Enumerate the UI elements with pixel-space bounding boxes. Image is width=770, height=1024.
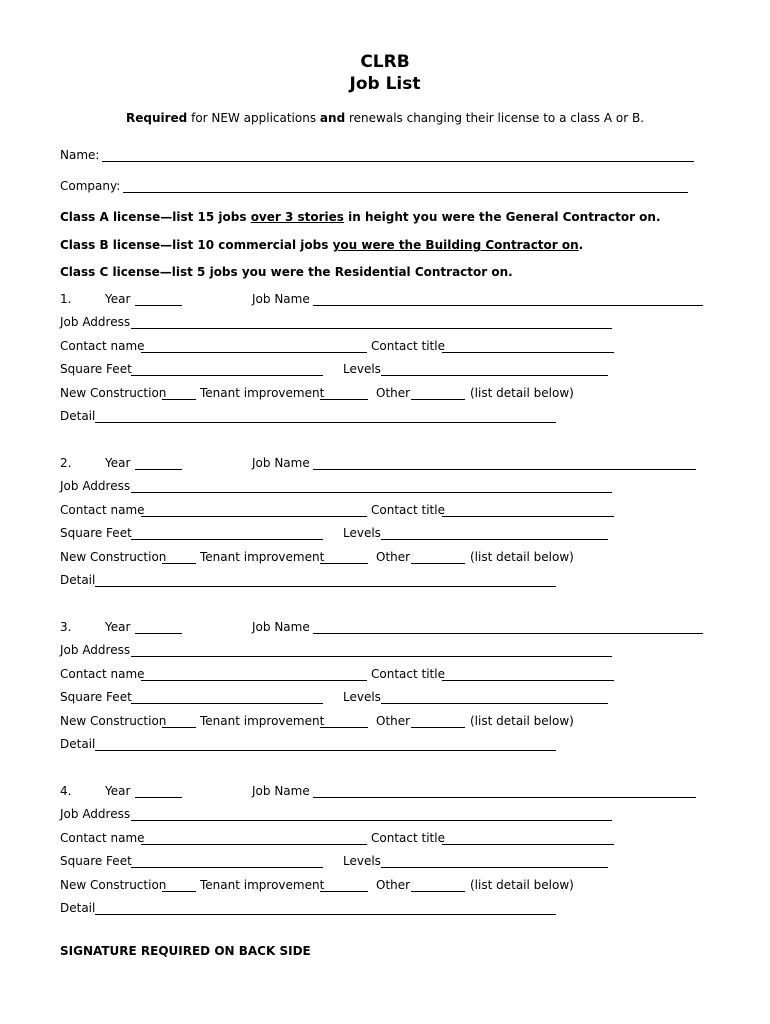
instruction-text (0, 111, 770, 125)
job-address-label: Job Address (60, 807, 131, 821)
class-c-part-1: Class C license—list 5 jobs you were the Residential Contractor on. (60, 265, 513, 279)
job-name-label: Job Name (252, 456, 310, 470)
tenant-improvement-label: Tenant improvement (200, 878, 325, 892)
contact-title-field[interactable] (442, 516, 614, 517)
year-label: Year (105, 620, 131, 634)
form-subtitle: Job List (349, 74, 421, 94)
square-feet-field[interactable] (131, 375, 323, 376)
year-field[interactable] (135, 305, 182, 306)
levels-field[interactable] (381, 867, 608, 868)
contact-name-label: Contact name (60, 503, 145, 517)
class-c-description (60, 265, 513, 279)
detail-label: Detail (60, 573, 96, 587)
tenant-improvement-field[interactable] (320, 563, 368, 564)
contact-name-label: Contact name (60, 339, 145, 353)
instruction-and: and (319, 111, 346, 125)
job-entry-1 (0, 292, 770, 442)
square-feet-field[interactable] (131, 539, 323, 540)
list-detail-note: (list detail below) (470, 550, 574, 564)
other-label: Other (376, 714, 411, 728)
job-address-field[interactable] (131, 820, 612, 821)
contact-title-field[interactable] (442, 844, 614, 845)
job-address-label: Job Address (60, 643, 131, 657)
contact-name-label: Contact name (60, 667, 145, 681)
new-construction-field[interactable] (162, 727, 196, 728)
entry-number: 4. (60, 784, 72, 798)
name-label: Name: (60, 148, 100, 162)
contact-name-field[interactable] (141, 680, 367, 681)
list-detail-note: (list detail below) (470, 386, 574, 400)
new-construction-label: New Construction (60, 714, 167, 728)
entry-number: 3. (60, 620, 72, 634)
square-feet-label: Square Feet (60, 526, 132, 540)
entry-number: 1. (60, 292, 72, 306)
levels-field[interactable] (381, 703, 608, 704)
list-detail-note: (list detail below) (470, 714, 574, 728)
other-field[interactable] (411, 727, 465, 728)
contact-title-label: Contact title (371, 667, 445, 681)
company-label: Company: (60, 179, 121, 193)
job-name-field[interactable] (313, 305, 703, 306)
detail-field[interactable] (95, 914, 556, 915)
job-address-field[interactable] (131, 328, 612, 329)
levels-field[interactable] (381, 539, 608, 540)
job-entry-4 (0, 784, 770, 934)
square-feet-label: Square Feet (60, 362, 132, 376)
list-detail-note: (list detail below) (470, 878, 574, 892)
square-feet-field[interactable] (131, 703, 323, 704)
year-label: Year (105, 456, 131, 470)
job-name-field[interactable] (313, 797, 696, 798)
form-title: CLRB (360, 52, 410, 72)
job-name-label: Job Name (252, 292, 310, 306)
class-a-description (60, 210, 661, 224)
contact-title-field[interactable] (442, 680, 614, 681)
class-b-part-3: . (578, 238, 584, 252)
tenant-improvement-field[interactable] (320, 727, 368, 728)
job-address-label: Job Address (60, 479, 131, 493)
tenant-improvement-label: Tenant improvement (200, 714, 325, 728)
tenant-improvement-field[interactable] (320, 891, 368, 892)
name-field[interactable] (102, 161, 694, 162)
class-a-part-1: Class A license—list 15 jobs (60, 210, 251, 224)
class-a-part-2: over 3 stories (250, 210, 344, 224)
contact-name-field[interactable] (141, 516, 367, 517)
signature-note: SIGNATURE REQUIRED ON BACK SIDE (60, 944, 311, 958)
levels-label: Levels (343, 526, 381, 540)
contact-title-field[interactable] (442, 352, 614, 353)
contact-title-label: Contact title (371, 831, 445, 845)
year-field[interactable] (135, 469, 182, 470)
other-field[interactable] (411, 563, 465, 564)
contact-title-label: Contact title (371, 339, 445, 353)
tenant-improvement-label: Tenant improvement (200, 550, 325, 564)
detail-field[interactable] (95, 750, 556, 751)
contact-title-label: Contact title (371, 503, 445, 517)
detail-field[interactable] (95, 422, 556, 423)
job-name-label: Job Name (252, 620, 310, 634)
levels-field[interactable] (381, 375, 608, 376)
new-construction-field[interactable] (162, 563, 196, 564)
contact-name-field[interactable] (141, 352, 367, 353)
year-field[interactable] (135, 633, 182, 634)
other-label: Other (376, 878, 411, 892)
tenant-improvement-field[interactable] (320, 399, 368, 400)
job-name-field[interactable] (313, 469, 696, 470)
square-feet-field[interactable] (131, 867, 323, 868)
class-b-part-1: Class B license—list 10 commercial jobs (60, 238, 333, 252)
class-a-part-3: in height you were the General Contractor on. (343, 210, 661, 224)
detail-field[interactable] (95, 586, 556, 587)
job-name-field[interactable] (313, 633, 703, 634)
company-field[interactable] (123, 192, 688, 193)
year-field[interactable] (135, 797, 182, 798)
other-label: Other (376, 386, 411, 400)
detail-label: Detail (60, 737, 96, 751)
new-construction-label: New Construction (60, 878, 167, 892)
new-construction-label: New Construction (60, 386, 167, 400)
class-b-description (60, 238, 583, 252)
levels-label: Levels (343, 362, 381, 376)
entry-number: 2. (60, 456, 72, 470)
job-entry-2 (0, 456, 770, 606)
new-construction-field[interactable] (162, 891, 196, 892)
job-name-label: Job Name (252, 784, 310, 798)
new-construction-field[interactable] (162, 399, 196, 400)
levels-label: Levels (343, 854, 381, 868)
instruction-required: Required (125, 111, 188, 125)
year-label: Year (105, 292, 131, 306)
job-address-field[interactable] (131, 656, 612, 657)
instruction-part-2: for NEW applications (191, 111, 317, 125)
detail-label: Detail (60, 901, 96, 915)
job-entry-3 (0, 620, 770, 770)
square-feet-label: Square Feet (60, 690, 132, 704)
contact-name-label: Contact name (60, 831, 145, 845)
instruction-part-4: renewals changing their license to a class A or B. (348, 111, 645, 125)
year-label: Year (105, 784, 131, 798)
new-construction-label: New Construction (60, 550, 167, 564)
square-feet-label: Square Feet (60, 854, 132, 868)
detail-label: Detail (60, 409, 96, 423)
other-label: Other (376, 550, 411, 564)
job-address-label: Job Address (60, 315, 131, 329)
levels-label: Levels (343, 690, 381, 704)
job-address-field[interactable] (131, 492, 612, 493)
contact-name-field[interactable] (141, 844, 367, 845)
tenant-improvement-label: Tenant improvement (200, 386, 325, 400)
other-field[interactable] (411, 399, 465, 400)
other-field[interactable] (411, 891, 465, 892)
class-b-part-2: you were the Building Contractor on (332, 238, 579, 252)
